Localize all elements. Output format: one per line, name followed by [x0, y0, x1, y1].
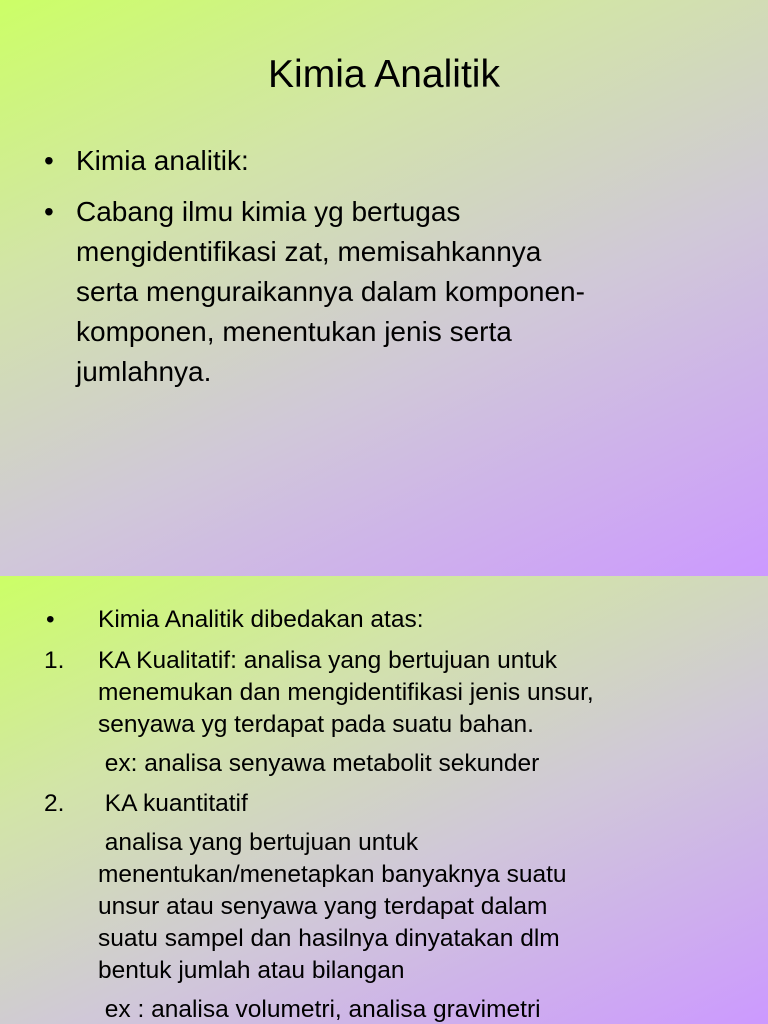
item-line: bentuk jumlah atau bilangan [98, 957, 405, 984]
intro-text: Kimia Analitik dibedakan atas: [98, 606, 424, 633]
bullet-mark: • [44, 196, 54, 227]
slide-2 [0, 576, 768, 1024]
item-example: ex: analisa senyawa metabolit sekunder [98, 750, 540, 777]
item-line: menentukan/menetapkan banyaknya suatu [98, 861, 567, 888]
bullet-mark: • [44, 145, 54, 176]
item-line: analisa yang bertujuan untuk [98, 829, 419, 856]
bullet-text: Cabang ilmu kimia yg bertugas mengidentifikasi zat, memisahkannya serta menguraikannya dalam komponen- komponen, menentukan jenis serta jumlahnya. [76, 196, 585, 387]
item-line: suatu sampel dan hasilnya dinyatakan dlm [98, 925, 560, 952]
item-number: 1. [44, 647, 65, 674]
item-heading: KA Kualitatif: analisa yang bertujuan untuk [98, 647, 558, 674]
slide-title: Kimia Analitik [268, 53, 500, 96]
item-example: ex : analisa volumetri, analisa gravimetri [98, 996, 541, 1023]
item-line: menemukan dan mengidentifikasi jenis unsur, [98, 679, 594, 706]
item-number: 2. [44, 790, 65, 817]
item-heading: KA kuantitatif [98, 790, 248, 817]
bullet-mark: • [46, 606, 55, 633]
item-line: senyawa yg terdapat pada suatu bahan. [98, 711, 534, 738]
item-line: unsur atau senyawa yang terdapat dalam [98, 893, 548, 920]
bullet-text: Kimia analitik: [76, 145, 249, 176]
